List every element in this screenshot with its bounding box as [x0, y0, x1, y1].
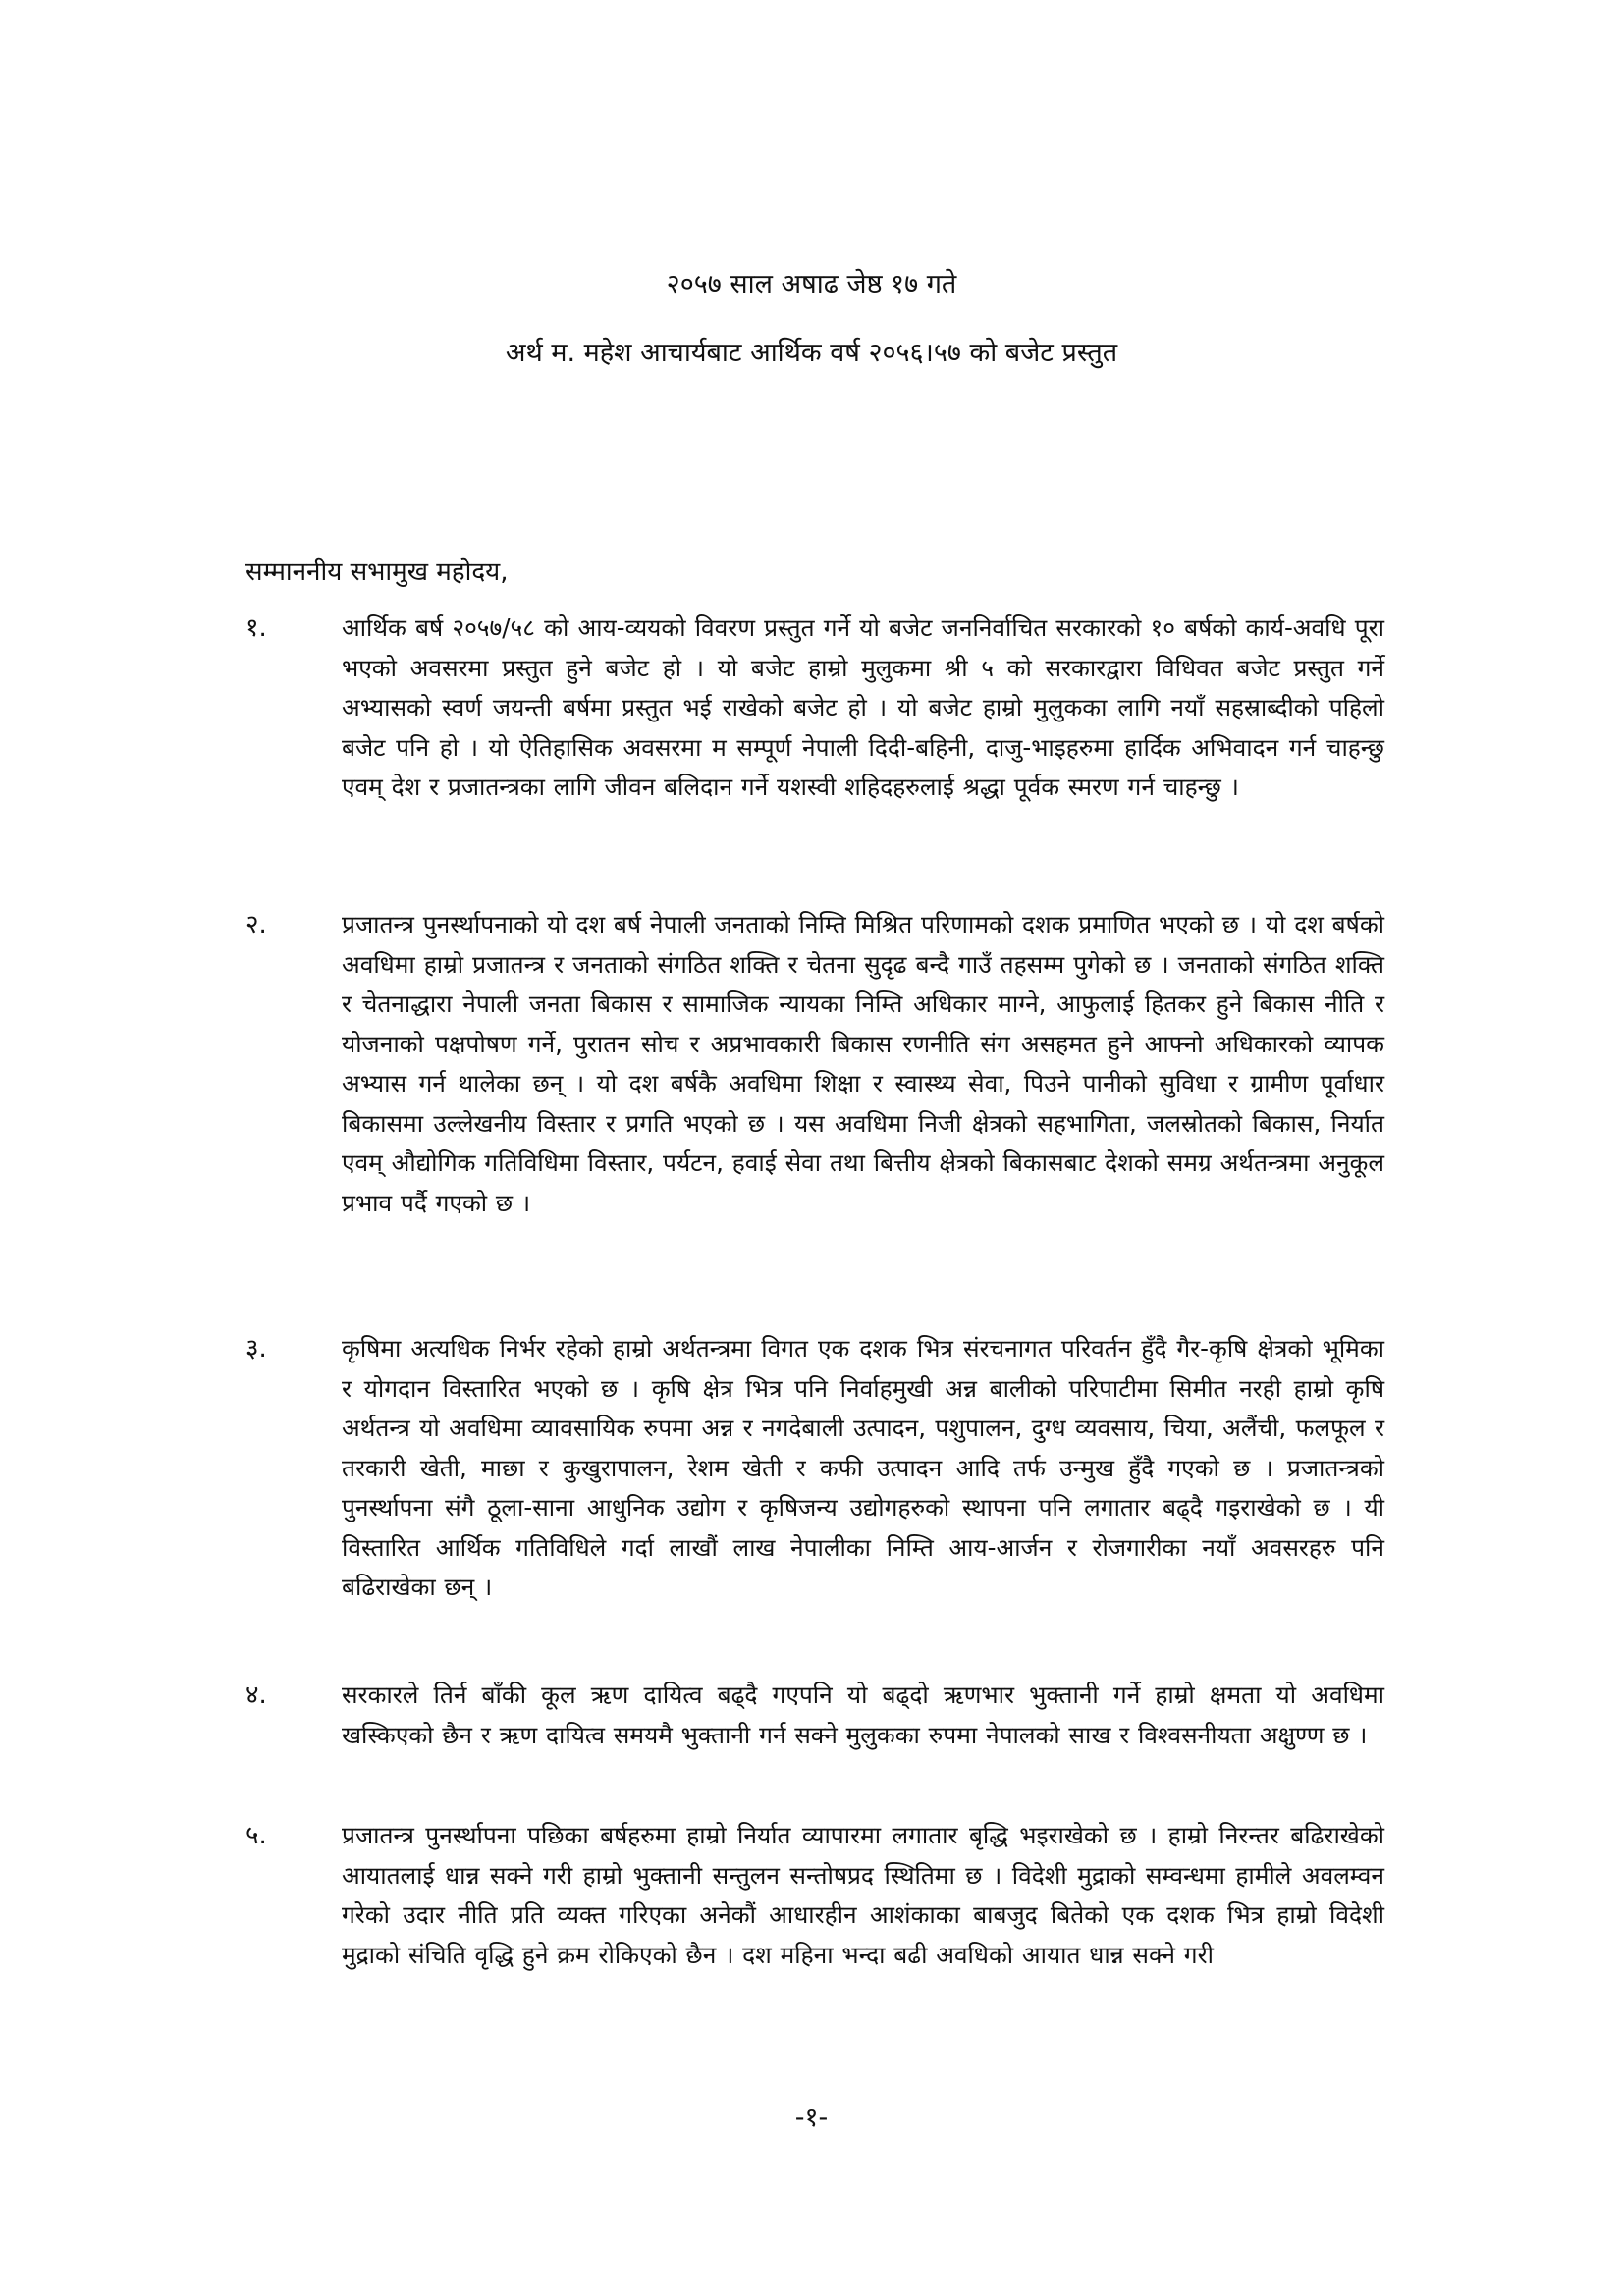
paragraph-5 [245, 1816, 1384, 2022]
paragraph-number: १. [245, 614, 267, 643]
paragraph-text: आर्थिक बर्ष २०५७/५८ को आय-व्ययको विवरण प्रस्तुत गर्ने यो बजेट जननिर्वाचित सरकारको १० बर्षको कार्य-अवधि पूरा भएको अवसरमा प्रस्तुत हुने बजेट हो । यो बजेट हाम्रो मुलुकमा श्री ५ को सरकारद्वारा विधिवत बजेट प्रस्तुत गर्ने अभ्यासको स्वर्ण जयन्ती बर्षमा प्रस्तुत भई राखेको बजेट हो । यो बजेट हाम्रो मुलुकका लागि नयाँ सहस्राब्दीको पहिलो बजेट पनि हो । यो ऐतिहासिक अवसरमा म सम्पूर्ण नेपाली दिदी-बहिनी, दाजु-भाइहरुमा हार्दिक अभिवादन गर्न चाहन्छु एवम् देश र प्रजातन्त्रका लागि जीवन बलिदान गर्ने यशस्वी शहिदहरुलाई श्रद्धा पूर्वक स्मरण गर्न चाहन्छु । [342, 614, 1384, 801]
date-line: २०५७ साल अषाढ जेष्ठ १७ गते [666, 269, 957, 299]
paragraph-4 [245, 1676, 1384, 1803]
salutation: सम्माननीय सभामुख महोदय, [245, 558, 509, 587]
paragraph-2 [245, 905, 1384, 1317]
paragraph-1 [245, 609, 1384, 893]
paragraph-text: सरकारले तिर्न बाँकी कूल ऋण दायित्व बढ्दै गएपनि यो बढ्दो ऋणभार भुक्तानी गर्ने हाम्रो क्षमता यो अवधिमा खस्किएको छैन र ऋण दायित्व समयमै भुक्तानी गर्न सक्ने मुलुकका रुपमा नेपालको साख र विश्वसनीयता अक्षुण्ण छ । [342, 1681, 1384, 1749]
document-title: अर्थ म. महेश आचार्यबाट आर्थिक वर्ष २०५६।५७ को बजेट प्रस्तुत [505, 338, 1118, 368]
paragraph-text: प्रजातन्त्र पुनर्स्थापना पछिका बर्षहरुमा हाम्रो निर्यात व्यापारमा लगातार बृद्धि भइराखेको छ । हाम्रो निरन्तर बढिराखेको आयातलाई धान्न सक्ने गरी हाम्रो भुक्तानी सन्तुलन सन्तोषप्रद स्थितिमा छ । विदेशी मुद्राको सम्वन्धमा हामीले अवलम्वन गरेको उदार नीति प्रति व्यक्त गरिएका अनेकौं आधारहीन आशंकाका बाबजुद बितेको एक दशक भित्र हाम्रो विदेशी मुद्राको संचिति वृद्धि हुने क्रम रोकिएको छैन । दश महिना भन्दा बढी अवधिको आयात धान्न सक्ने गरी [342, 1821, 1384, 1969]
paragraph-3 [245, 1329, 1384, 1663]
paragraph-text: प्रजातन्त्र पुनर्स्थापनाको यो दश बर्ष नेपाली जनताको निम्ति मिश्रित परिणामको दशक प्रमाणित भएको छ । यो दश बर्षको अवधिमा हाम्रो प्रजातन्त्र र जनताको संगठित शक्ति र चेतना सुदृढ बन्दै गाउँ तहसम्म पुगेको छ । जनताको संगठित शक्ति र चेतनाद्धारा नेपाली जनता बिकास र सामाजिक न्यायका निम्ति अधिकार माग्ने, आफुलाई हितकर हुने बिकास नीति र योजनाको पक्षपोषण गर्ने, पुरातन सोच र अप्रभावकारी बिकास रणनीति संग असहमत हुने आफ्नो अधिकारको व्यापक अभ्यास गर्न थालेका छन् । यो दश बर्षकै अवधिमा शिक्षा र स्वास्थ्य सेवा, पिउने पानीको सुविधा र ग्रामीण पूर्वाधार बिकासमा उल्लेखनीय विस्तार र प्रगति भएको छ । यस अवधिमा निजी क्षेत्रको सहभागिता, जलस्रोतको बिकास, निर्यात एवम् औद्योगिक गतिविधिमा विस्तार, पर्यटन, हवाई सेवा तथा बित्तीय क्षेत्रको बिकासबाट देशको समग्र अर्थतन्त्रमा अनुकूल प्रभाव पर्दै गएको छ । [342, 910, 1384, 1217]
page-number: -१- [794, 2103, 829, 2133]
paragraph-number: ५. [245, 1821, 267, 1850]
paragraph-number: २. [245, 910, 267, 939]
paragraph-number: ३. [245, 1334, 267, 1363]
paragraph-number: ४. [245, 1681, 267, 1710]
paragraph-text: कृषिमा अत्यधिक निर्भर रहेको हाम्रो अर्थतन्त्रमा विगत एक दशक भित्र संरचनागत परिवर्तन हुँदै गैर-कृषि क्षेत्रको भूमिका र योगदान विस्तारित भएको छ । कृषि क्षेत्र भित्र पनि निर्वाहमुखी अन्न बालीको परिपाटीमा सिमीत नरही हाम्रो कृषि अर्थतन्त्र यो अवधिमा व्यावसायिक रुपमा अन्न र नगदेबाली उत्पादन, पशुपालन, दुग्ध व्यवसाय, चिया, अलैंची, फलफूल र तरकारी खेती, माछा र कुखुरापालन, रेशम खेती र कफी उत्पादन आदि तर्फ उन्मुख हुँदै गएको छ । प्रजातन्त्रको पुनर्स्थापना संगै ठूला-साना आधुनिक उद्योग र कृषिजन्य उद्योगहरुको स्थापना पनि लगातार बढ्दै गइराखेको छ । यी विस्तारित आर्थिक गतिविधिले गर्दा लाखौं लाख नेपालीका निम्ति आय-आर्जन र रोजगारीका नयाँ अवसरहरु पनि बढिराखेका छन् । [342, 1334, 1384, 1601]
